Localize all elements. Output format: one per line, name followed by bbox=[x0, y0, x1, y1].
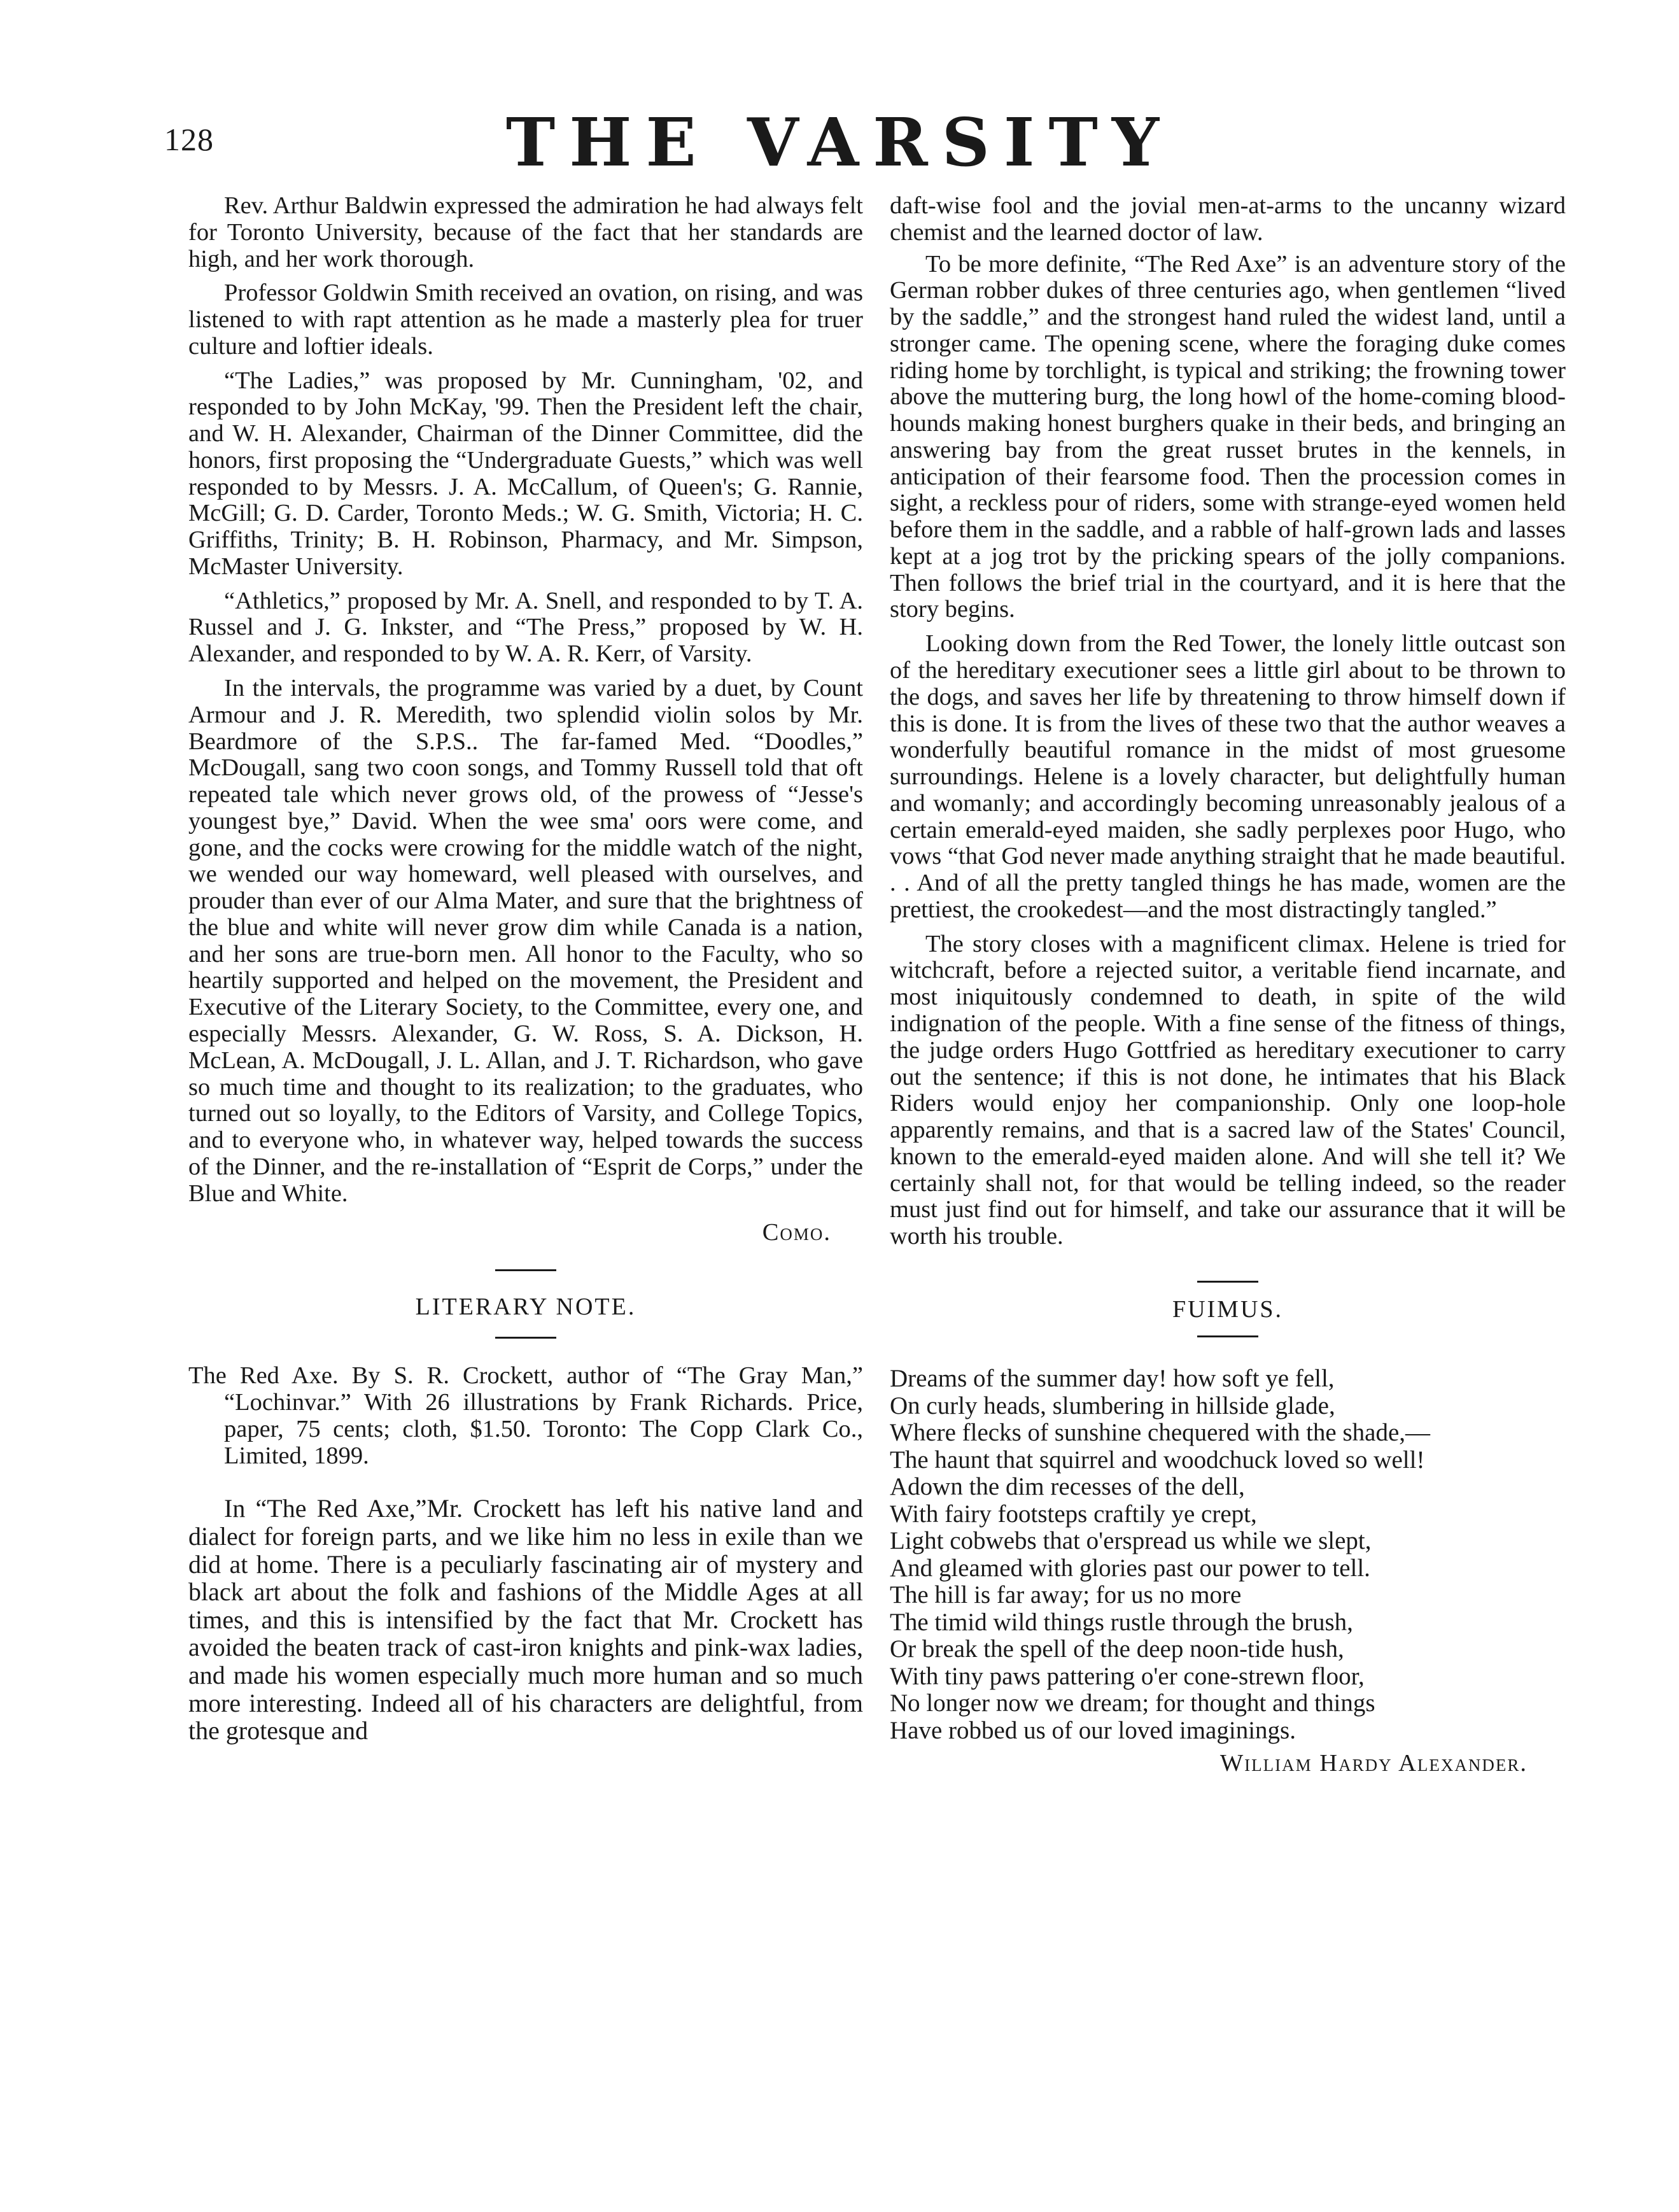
article-paragraph: In the intervals, the programme was varied by a duet, by Count Armour and J. R. Meredith, two splendid violin solos by Mr. Beardmore of the S.P.S.. The far-famed Med. “Doodles,” McDougall, sang two coon songs, and Tommy Russell told that oft repeated tale which never grows old, of the prowess of “Jesse's youngest bye,” David. When the wee sma' oors were come, and gone, and the cocks were crowing for the middle watch of the night, we wended our way homeward, well pleased with ourselves, and prouder than ever of our Alma Mater, and sure that the brightness of the blue and white will never grow dim while Canada is a nation, and her sons are true-born men. All honor to the Faculty, who so heartily supported and helped on the movement, the President and Executive of the Literary Society, to the Committee, every one, and especially Messrs. Alexander, G. W. Ross, S. A. Dickson, H. McLean, A. McDougall, J. L. Allan, and J. T. Richardson, who gave so much time and thought to its realization; to the graduates, who turned out so loyally, to the Editors of Varsity, and College Topics, and to everyone who, in whatever way, helped towards the success of the Dinner, and the re-installation of “Esprit de Corps,” under the Blue and White. bbox=[188, 675, 863, 1207]
article-paragraph: The story closes with a magnificent climax. Helene is tried for witchcraft, before a rejected suitor, a veritable fiend incarnate, and most iniquitously condemned to death, in spite of the wild indignation of the people. With a fine sense of the fitness of things, the judge orders Hugo Gottfried as hereditary executioner to carry out the sentence; if this is not done, he intimates that his Black Riders would enjoy her companionship. Only one loop-hole apparently remains, and that is a sacred law of the States' Council, known to the emerald-eyed maiden alone. And will she tell it? We certainly shall not, for that would be telling indeed, so the reader must just find out for himself, and take our assurance that it will be worth his trouble. bbox=[890, 930, 1566, 1250]
right-column bbox=[890, 193, 1566, 1777]
poem-line: Have robbed us of our loved imaginings. bbox=[890, 1716, 1296, 1744]
article-paragraph: To be more definite, “The Red Axe” is an adventure story of the German robber dukes of three centuries ago, when gentlemen “lived by the saddle,” and the strongest hand ruled the widest land, until a stronger came. The opening scene, where the foraging duke comes riding home by torchlight, is typical and striking; the frowning tower above the muttering burg, the long howl of the home-coming blood-hounds making honest burghers quake in their beds, and bringing an answering bay from the great russet brutes in the kennels, in anticipation of their fearsome food. Then the procession comes in sight, a reckless pour of riders, some with strange-eyed women held before them in the saddle, and a rabble of half-grown lads and lasses kept at a jog trot by the pricking spears of the jolly companions. Then follows the brief trial in the courtyard, and it is here that the story begins. bbox=[890, 250, 1566, 623]
poem-line: Dreams of the summer day! how soft ye fell, bbox=[890, 1365, 1335, 1393]
poem-author: William Hardy Alexander. bbox=[1219, 1750, 1528, 1777]
section-divider bbox=[1197, 1335, 1258, 1337]
poem-line: No longer now we dream; for thought and things bbox=[890, 1689, 1375, 1717]
poem-line: Where flecks of sunshine chequered with the shade,— bbox=[890, 1419, 1431, 1447]
poem-line: With tiny paws pattering o'er cone-strewn floor, bbox=[890, 1662, 1365, 1690]
article-paragraph: Looking down from the Red Tower, the lonely little outcast son of the hereditary executioner sees a little girl about to be thrown to the dogs, and saves her life by threatening to throw himself down if this is done. It is from the lives of these two that the author weaves a wonderfully beautiful romance in the midst of most gruesome surroundings. Helene is a lovely character, but delightfully human and womanly; and accordingly becoming unreasonably jealous of a certain emerald-eyed maiden, she sadly perplexes poor Hugo, who vows “that God never made anything straight that he made beautiful. . . And of all the pretty tangled things he has made, women are the prettiest, the crookedest—and the most distractingly tangled.” bbox=[890, 630, 1566, 923]
article-paragraph: Rev. Arthur Baldwin expressed the admiration he had always felt for Toronto University, because of the fact that her standards are high, and her work thorough. bbox=[188, 192, 863, 272]
section-divider bbox=[495, 1337, 556, 1339]
poem-line: Adown the dim recesses of the dell, bbox=[890, 1473, 1245, 1501]
article-signature: Como. bbox=[762, 1219, 831, 1246]
book-citation: The Red Axe. By S. R. Crockett, author of “The Gray Man,” “Lochinvar.” With 26 illustrations by Frank Richards. Price, paper, 75 cents; cloth, $1.50. Toronto: The Copp Clark Co., Limited, 1899. bbox=[188, 1362, 863, 1469]
book-entry bbox=[188, 1363, 863, 1469]
article-paragraph: “The Ladies,” was proposed by Mr. Cunningham, '02, and responded to by John McKay, '99. Then the President left the chair, and W. H. Alexander, Chairman of the Dinner Committee, did the honors, first proposing the “Undergraduate Guests,” which was well responded to by Messrs. J. A. McCallum, of Queen's; G. Rannie, McGill; G. D. Carder, Toronto Meds.; W. G. Smith, Victoria; H. C. Griffiths, Trinity; B. H. Robinson, Pharmacy, and Mr. Simpson, McMaster University. bbox=[188, 367, 863, 580]
poem-line: On curly heads, slumbering in hillside glade, bbox=[890, 1391, 1335, 1419]
poem-line: The hill is far away; for us no more bbox=[890, 1581, 1242, 1609]
poem-line: Or break the spell of the deep noon-tide hush, bbox=[890, 1635, 1344, 1663]
section-divider bbox=[495, 1269, 556, 1271]
poem-line: Light cobwebs that o'erspread us while we slept, bbox=[890, 1527, 1372, 1555]
poem-line: And gleamed with glories past our power to tell. bbox=[890, 1554, 1370, 1582]
literary-note-body: In “The Red Axe,”Mr. Crockett has left his native land and dialect for foreign parts, and we like him no less in exile than we did at home. There is a peculiarly fascinating air of mystery and black art about the folk and fashions of the Middle Ages at all times, and this is intensified by the fact that Mr. Crockett has avoided the beaten track of cast-iron knights and pink-wax ladies, and made his women especially much more human and so much more interesting. Indeed all of his characters are delightful, from the grotesque and bbox=[188, 1494, 863, 1745]
article-paragraph: daft-wise fool and the jovial men-at-arms to the uncanny wizard chemist and the learned doctor of law. bbox=[890, 192, 1566, 246]
poem bbox=[890, 1365, 1566, 1744]
poem-title: FUIMUS. bbox=[1172, 1295, 1284, 1323]
article-paragraph: “Athletics,” proposed by Mr. A. Snell, and responded to by T. A. Russel and J. G. Inkster, and “The Press,” proposed by W. H. Alexander, and responded to by W. A. R. Kerr, of Varsity. bbox=[188, 587, 863, 668]
poem-line: The haunt that squirrel and woodchuck loved so well! bbox=[890, 1446, 1425, 1474]
section-divider bbox=[1197, 1281, 1258, 1283]
poem-line: The timid wild things rustle through the brush, bbox=[890, 1608, 1353, 1636]
page-number: 128 bbox=[164, 122, 214, 157]
article-paragraph: Professor Goldwin Smith received an ovation, on rising, and was listened to with rapt attention as he made a masterly plea for truer culture and loftier ideals. bbox=[188, 279, 863, 360]
masthead-title: THE VARSITY bbox=[505, 103, 1174, 181]
poem-line: With fairy footsteps craftily ye crept, bbox=[890, 1500, 1257, 1528]
literary-note-heading: LITERARY NOTE. bbox=[415, 1293, 636, 1321]
left-column bbox=[188, 193, 863, 1745]
